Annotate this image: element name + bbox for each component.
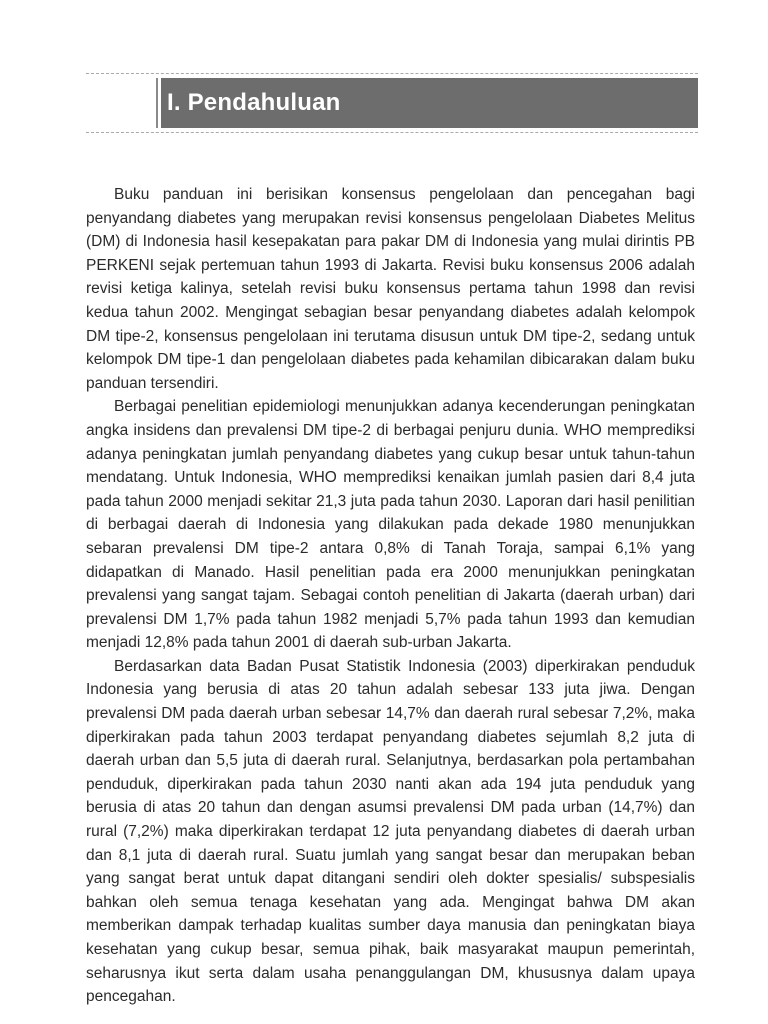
body-text — [86, 183, 695, 1009]
section-title: I. Pendahuluan — [167, 89, 341, 116]
paragraph-statistics: Berdasarkan data Badan Pusat Statistik Indonesia (2003) diperkirakan penduduk Indonesia yang berusia di atas 20 tahun adalah sebesar 133 juta jiwa. Dengan prevalensi DM pada daerah urban sebesar 14,7% dan daerah rural sebesar 7,2%, maka diperkirakan pada tahun 2003 terdapat penyandang diabetes sejumlah 8,2 juta di daerah urban dan 5,5 juta di daerah rural. Selanjutnya, berdasarkan pola pertambahan penduduk, diperkirakan pada tahun 2030 nanti akan ada 194 juta penduduk yang berusia di atas 20 tahun dan dengan asumsi prevalensi DM pada urban (14,7%) dan rural (7,2%) maka diperkirakan terdapat 12 juta penyandang diabetes di daerah urban dan 8,1 juta di daerah rural. Suatu jumlah yang sangat besar dan merupakan beban yang sangat berat untuk dapat ditangani sendiri oleh dokter spesialis/ subspesialis bahkan oleh semua tenaga kesehatan yang ada. Mengingat bahwa DM akan memberikan dampak terhadap kualitas sumber daya manusia dan peningkatan biaya kesehatan yang cukup besar, semua pihak, baik masyarakat maupun pemerintah, seharusnya ikut serta dalam usaha penanggulangan DM, khususnya dalam upaya pencegahan. — [86, 657, 695, 1006]
paragraph-epidemiology: Berbagai penelitian epidemiologi menunjukkan adanya kecenderungan peningkatan angka insidens dan prevalensi DM tipe-2 di berbagai penjuru dunia. WHO memprediksi adanya peningkatan jumlah penyandang diabetes yang cukup besar untuk tahun-tahun mendatang. Untuk Indonesia, WHO memprediksi kenaikan jumlah pasien dari 8,4 juta pada tahun 2000 menjadi sekitar 21,3 juta pada tahun 2030. Laporan dari hasil penilitian di berbagai daerah di Indonesia yang dilakukan pada dekade 1980 menunjukkan sebaran prevalensi DM tipe-2 antara 0,8% di Tanah Toraja, sampai 6,1% yang didapatkan di Manado. Hasil penelitian pada era 2000 menunjukkan peningkatan prevalensi yang sangat tajam. Sebagai contoh penelitian di Jakarta (daerah urban) dari prevalensi DM 1,7% pada tahun 1982 menjadi 5,7% pada tahun 1993 dan kemudian menjadi 12,8% pada tahun 2001 di daerah sub-urban Jakarta. — [86, 398, 695, 652]
section-title-box — [158, 78, 698, 128]
paragraph-intro: Buku panduan ini berisikan konsensus pengelolaan dan pencegahan bagi penyandang diabetes yang merupakan revisi konsensus pengelolaan Diabetes Melitus (DM) di Indonesia hasil kesepakatan para pakar DM di Indonesia yang mulai dirintis PB PERKENI sejak pertemuan tahun 1993 di Jakarta. Revisi buku konsensus 2006 adalah revisi ketiga kalinya, setelah revisi buku konsensus pertama tahun 1998 dan revisi kedua tahun 2002. Mengingat sebagian besar penyandang diabetes adalah kelompok DM tipe-2, konsensus pengelolaan ini terutama disusun untuk DM tipe-2, sedang untuk kelompok DM tipe-1 dan pengelolaan diabetes pada kehamilan dibicarakan dalam buku panduan tersendiri. — [86, 186, 695, 392]
